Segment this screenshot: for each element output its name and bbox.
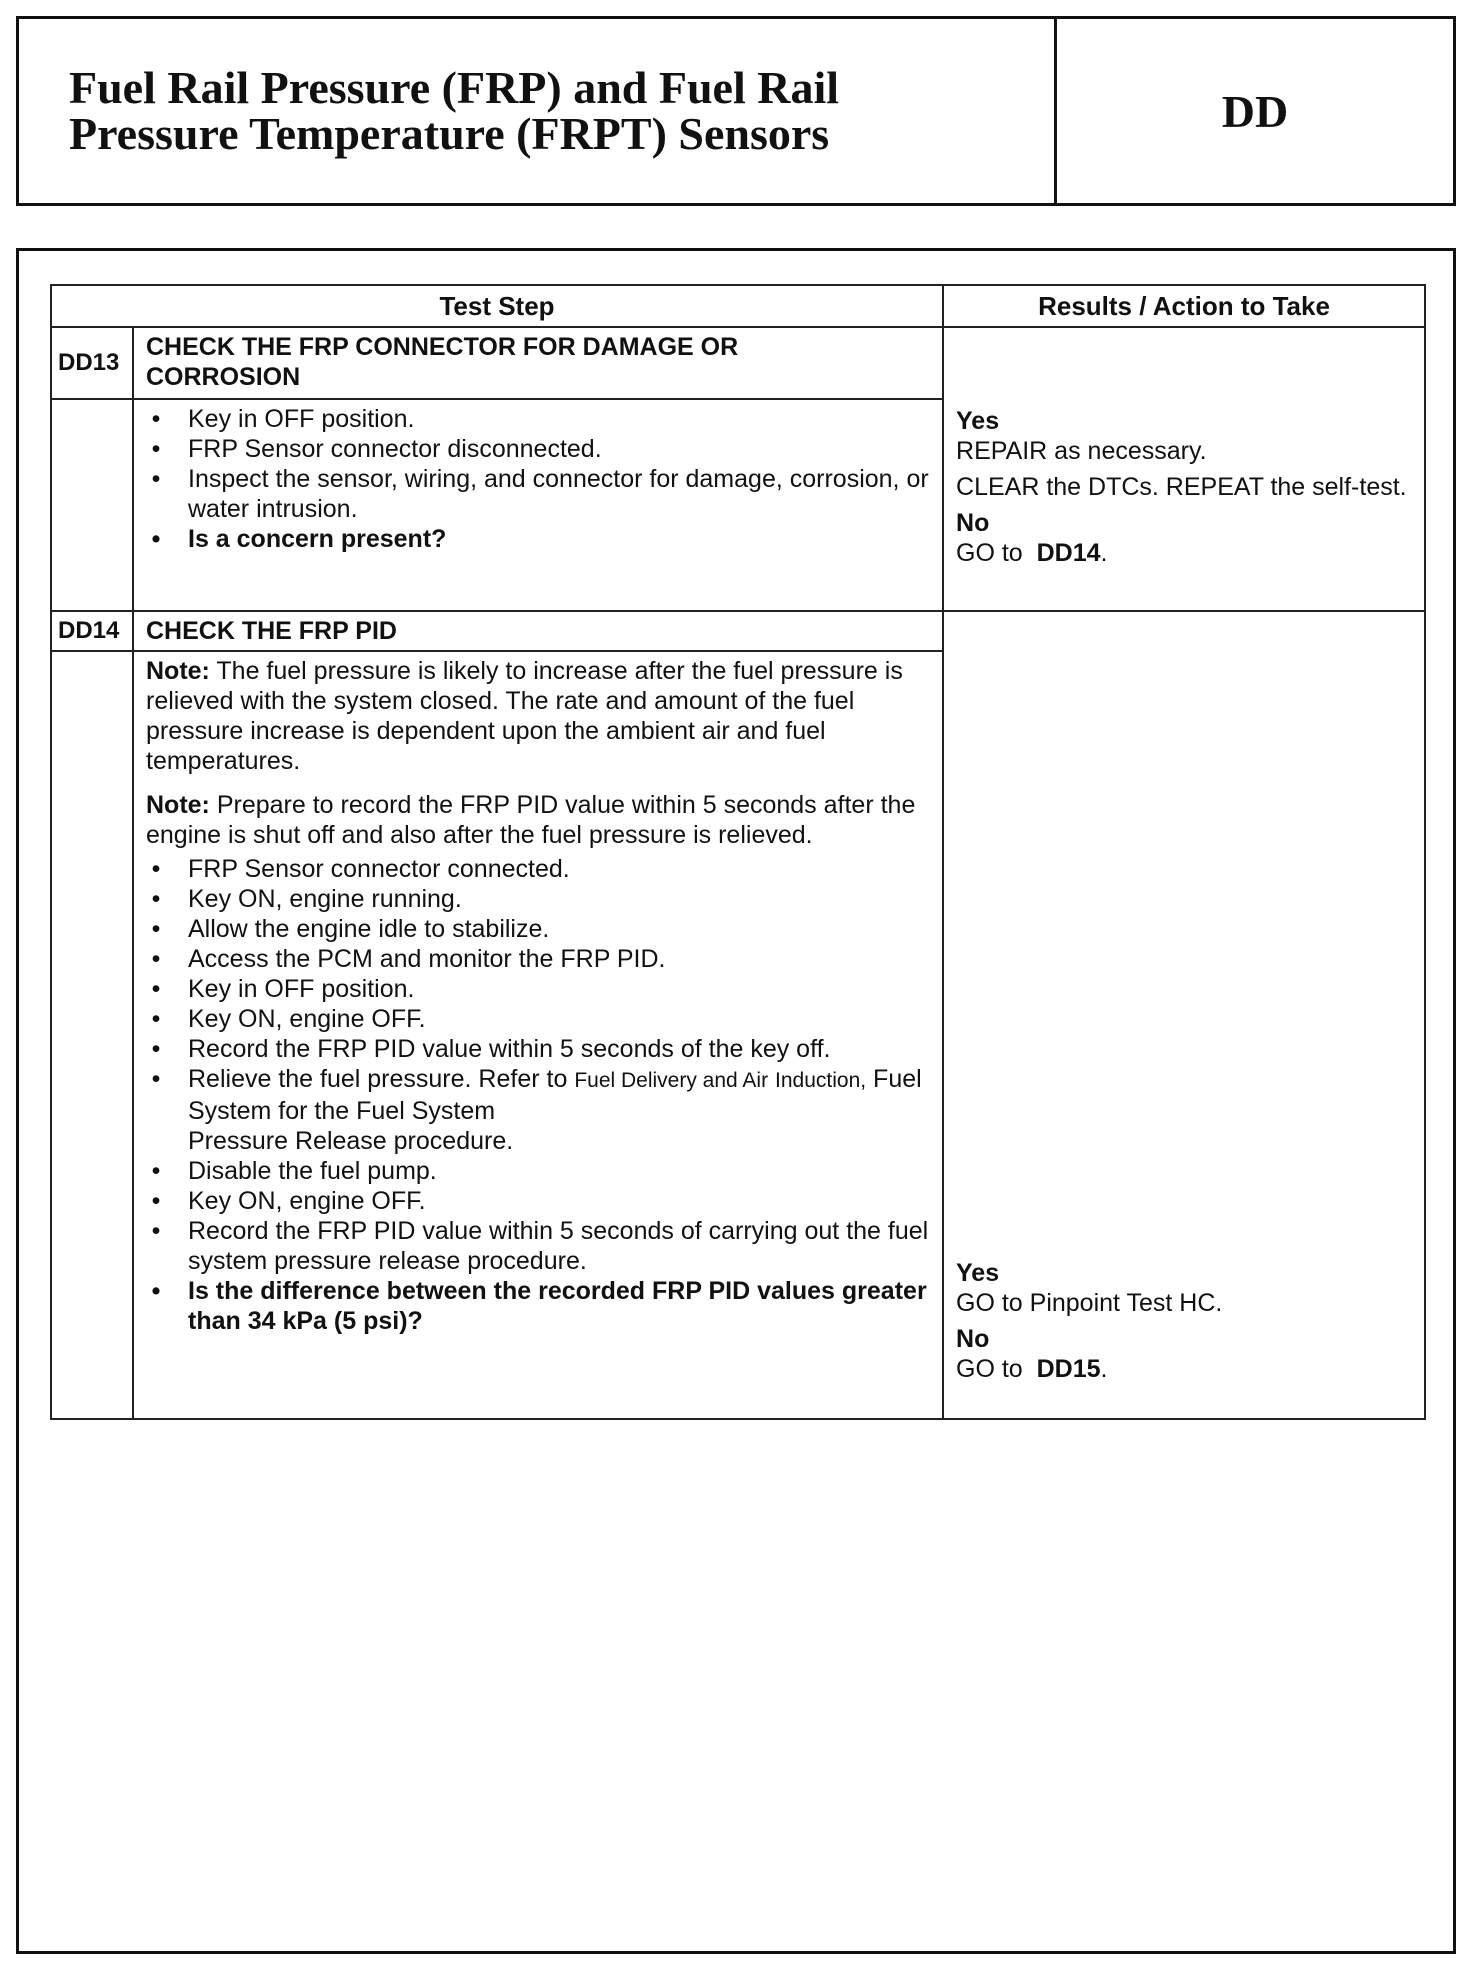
step-heading-dd14: CHECK THE FRP PID [133, 611, 943, 651]
list-item: • FRP Sensor connector connected. [146, 854, 930, 884]
list-item: • Disable the fuel pump. [146, 1156, 930, 1186]
page-header [16, 16, 1456, 206]
list-item: • Key in OFF position. [146, 404, 930, 434]
list-item: • Inspect the sensor, wiring, and connector for damage, corrosion, or water intrusion. [146, 464, 930, 524]
section-code: DD [1221, 85, 1289, 137]
bullet-icon: • [151, 855, 161, 883]
list-item: • Key in OFF position. [146, 974, 930, 1004]
step-heading-dd13-line1: CHECK THE FRP CONNECTOR FOR DAMAGE OR [146, 333, 739, 361]
note-1: Note: The fuel pressure is likely to increase after the fuel pressure is relieved with the system closed. The rate and amount of the fuel pressure increase is dependent upon the ambient air and fuel temperatures. [146, 657, 903, 775]
bullet-icon: • [151, 435, 161, 463]
step-dd14-heading-row [51, 611, 1425, 651]
step-id-dd13: DD13 [51, 327, 133, 399]
bullet-icon: • [151, 1217, 161, 1245]
test-step-table [50, 284, 1426, 1420]
bullet-icon: • [151, 975, 161, 1003]
bullet-icon: • [151, 465, 161, 493]
list-item: • Record the FRP PID value within 5 seconds of carrying out the fuel system pressure release procedure. [146, 1216, 930, 1276]
results-dd14-content [956, 1258, 1412, 1384]
yes-action-dd14: GO to Pinpoint Test HC. [956, 1289, 1223, 1317]
no-action-dd13: GO to DD14. [956, 539, 1108, 567]
list-item: • Key ON, engine OFF. [146, 1186, 930, 1216]
bullet-icon: • [151, 1035, 161, 1063]
results-dd13-content [956, 406, 1412, 568]
bullet-icon: • [151, 1065, 161, 1093]
bullet-icon: • [151, 405, 161, 433]
no-label-dd13: No [956, 509, 990, 537]
list-item: • Record the FRP PID value within 5 seconds of the key off. [146, 1034, 930, 1064]
list-item: • FRP Sensor connector disconnected. [146, 434, 930, 464]
note-2: Note: Prepare to record the FRP PID value within 5 seconds after the engine is shut off and also after the fuel pressure is relieved. [146, 791, 916, 849]
list-item: • Key ON, engine running. [146, 884, 930, 914]
step-body-dd14 [133, 651, 943, 1419]
ref-fuel-delivery[interactable]: Fuel Delivery and Air [574, 1069, 769, 1092]
results-dd13 [943, 327, 1425, 611]
step-id-dd14: DD14 [51, 611, 133, 651]
yes-action-dd13-2: CLEAR the DTCs. REPEAT the self-test. [956, 473, 1407, 501]
step-dd14-id-spacer [51, 651, 133, 1419]
list-item: • Access the PCM and monitor the FRP PID. [146, 944, 930, 974]
step-dd13-heading-row [51, 327, 1425, 399]
ref-induction[interactable]: Induction, [775, 1069, 867, 1092]
bullet-icon: • [151, 945, 161, 973]
title-line-2: Pressure Temperature (FRPT) Sensors [69, 108, 830, 159]
step-body-dd13 [133, 399, 943, 611]
bullet-icon: • [151, 885, 161, 913]
page-title [19, 19, 1057, 203]
step-dd14-bullets [146, 854, 930, 1336]
list-item-relieve: • Relieve the fuel pressure. Refer to Fuel Delivery and Air Induction, Fuel System for the Fuel System Pressure Release procedure. [146, 1064, 930, 1156]
no-action-dd14: GO to DD15. [956, 1355, 1108, 1383]
yes-label-dd13: Yes [956, 407, 1000, 435]
bullet-icon: • [151, 1157, 161, 1185]
col-header-test-step: Test Step [51, 285, 943, 327]
link-dd15[interactable]: DD15 [1036, 1355, 1101, 1383]
list-item: • Key ON, engine OFF. [146, 1004, 930, 1034]
bullet-icon: • [151, 915, 161, 943]
step-heading-dd13-line2: CORROSION [146, 363, 301, 391]
bullet-icon: • [151, 525, 161, 553]
bullet-icon: • [151, 1005, 161, 1033]
table-header-row [51, 285, 1425, 327]
list-item-question: • Is the difference between the recorded FRP PID values greater than 34 kPa (5 psi)? [146, 1276, 930, 1336]
step-heading-dd13 [133, 327, 943, 399]
bullet-icon: • [151, 1187, 161, 1215]
list-item: • Allow the engine idle to stabilize. [146, 914, 930, 944]
results-dd14 [943, 611, 1425, 1419]
bullet-icon: • [151, 1277, 161, 1305]
link-dd14[interactable]: DD14 [1036, 539, 1101, 567]
step-dd13-id-spacer [51, 399, 133, 611]
yes-label-dd14: Yes [956, 1259, 1000, 1287]
col-header-results: Results / Action to Take [943, 285, 1425, 327]
yes-action-dd13-1: REPAIR as necessary. [956, 437, 1207, 465]
title-line-1: Fuel Rail Pressure (FRP) and Fuel Rail [69, 62, 840, 113]
step-dd13-bullets [146, 404, 930, 554]
no-label-dd14: No [956, 1325, 990, 1353]
list-item-question: • Is a concern present? [146, 524, 930, 554]
